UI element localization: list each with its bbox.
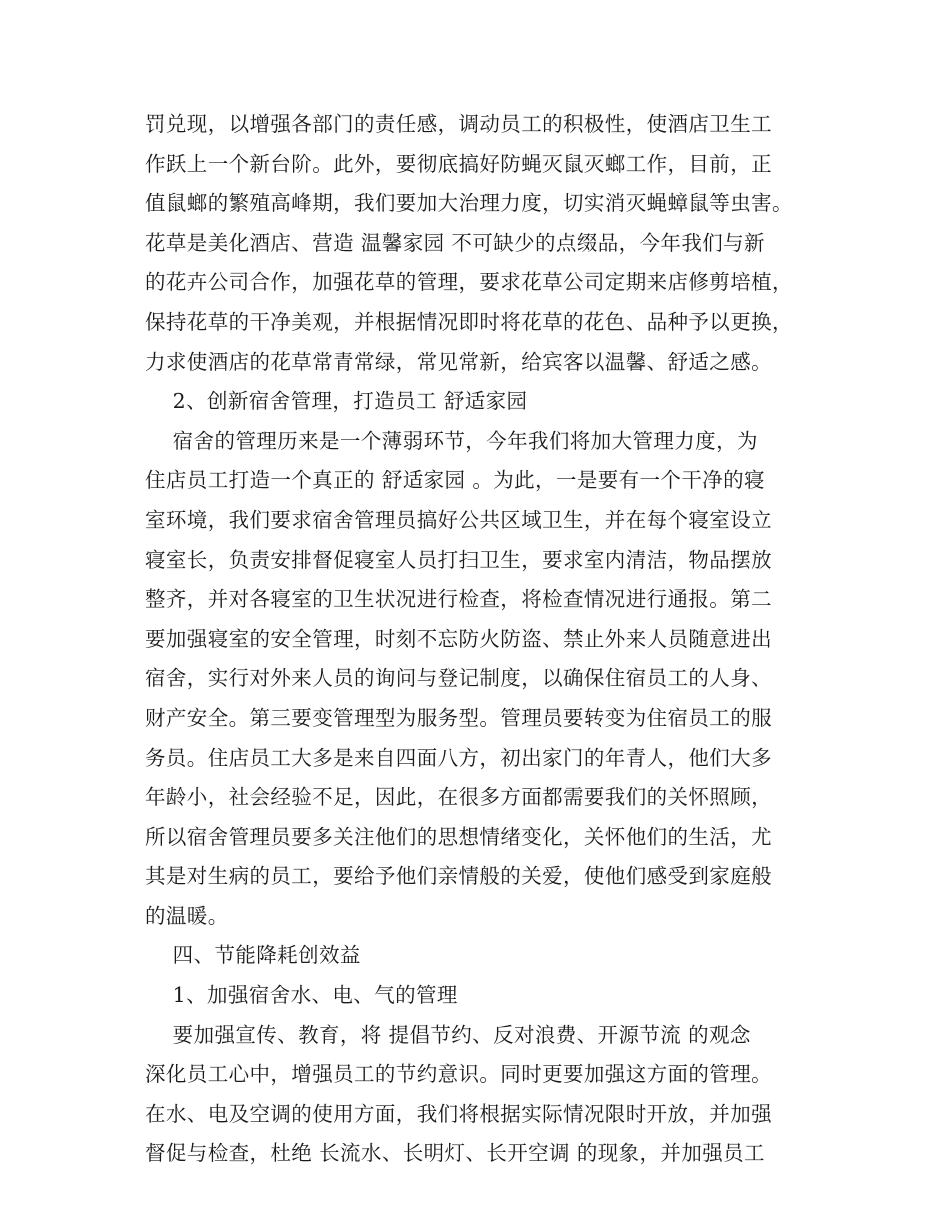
text-line: 财产安全。第三要变管理型为服务型。管理员要转变为住宿员工的服 (145, 705, 772, 730)
text-line: 的花卉公司合作，加强花草的管理，要求花草公司定期来店修剪培植， (145, 270, 793, 295)
text-line: 2、创新宿舍管理，打造员工 舒适家园 (145, 389, 528, 414)
text-line: 的温暖。 (145, 903, 229, 928)
text-line: 花草是美化酒店、营造 温馨家园 不可缺少的点缀品，今年我们与新 (145, 230, 765, 255)
text-line: 住店员工打造一个真正的 舒适家园 。为此，一是要有一个干净的寝 (145, 468, 765, 493)
text-line: 要加强寝室的安全管理，时刻不忘防火防盗、禁止外来人员随意进出 (145, 626, 772, 651)
text-line: 值鼠螂的繁殖高峰期，我们要加大治理力度，切实消灭蝇蟑鼠等虫害。 (145, 191, 793, 216)
text-line: 整齐，并对各寝室的卫生状况进行检查，将检查情况进行通报。第二 (145, 587, 772, 612)
text-line: 深化员工心中，增强员工的节约意识。同时更要加强这方面的管理。 (145, 1062, 772, 1087)
text-line: 宿舍，实行对外来人员的询问与登记制度，以确保住宿员工的人身、 (145, 666, 772, 691)
text-line: 年龄小，社会经验不足，因此，在很多方面都需要我们的关怀照顾， (145, 785, 772, 810)
text-line: 罚兑现，以增强各部门的责任感，调动员工的积极性，使酒店卫生工 (145, 112, 772, 136)
text-line: 保持花草的干净美观，并根据情况即时将花草的花色、品种予以更换， (145, 309, 793, 334)
text-line: 所以宿舍管理员要多关注他们的思想情绪变化，关怀他们的生活，尤 (145, 824, 772, 849)
text-line: 其是对生病的员工，要给予他们亲情般的关爱，使他们感受到家庭般 (145, 864, 772, 889)
text-line: 1、加强宿舍水、电、气的管理 (145, 983, 458, 1008)
text-line: 督促与检查，杜绝 长流水、长明灯、长开空调 的现象，并加强员工 (145, 1141, 765, 1166)
text-line: 在水、电及空调的使用方面，我们将根据实际情况限时开放，并加强 (145, 1101, 772, 1126)
body-text (145, 105, 810, 1174)
text-line: 作跃上一个新台阶。此外，要彻底搞好防蝇灭鼠灭螂工作，目前，正 (145, 151, 772, 176)
text-line: 务员。住店员工大多是来自四面八方，初出家门的年青人，他们大多 (145, 745, 772, 770)
text-line: 要加强宣传、教育，将 提倡节约、反对浪费、开源节流 的观念 (145, 1022, 751, 1047)
text-line: 寝室长，负责安排督促寝室人员打扫卫生，要求室内清洁，物品摆放 (145, 547, 772, 572)
text-line: 宿舍的管理历来是一个薄弱环节，今年我们将加大管理力度，为 (145, 428, 758, 453)
text-line: 室环境，我们要求宿舍管理员搞好公共区域卫生，并在每个寝室设立 (145, 507, 772, 532)
text-line: 力求使酒店的花草常青常绿，常见常新，给宾客以温馨、舒适之感。 (145, 349, 772, 374)
text-line: 四、节能降耗创效益 (145, 943, 361, 968)
